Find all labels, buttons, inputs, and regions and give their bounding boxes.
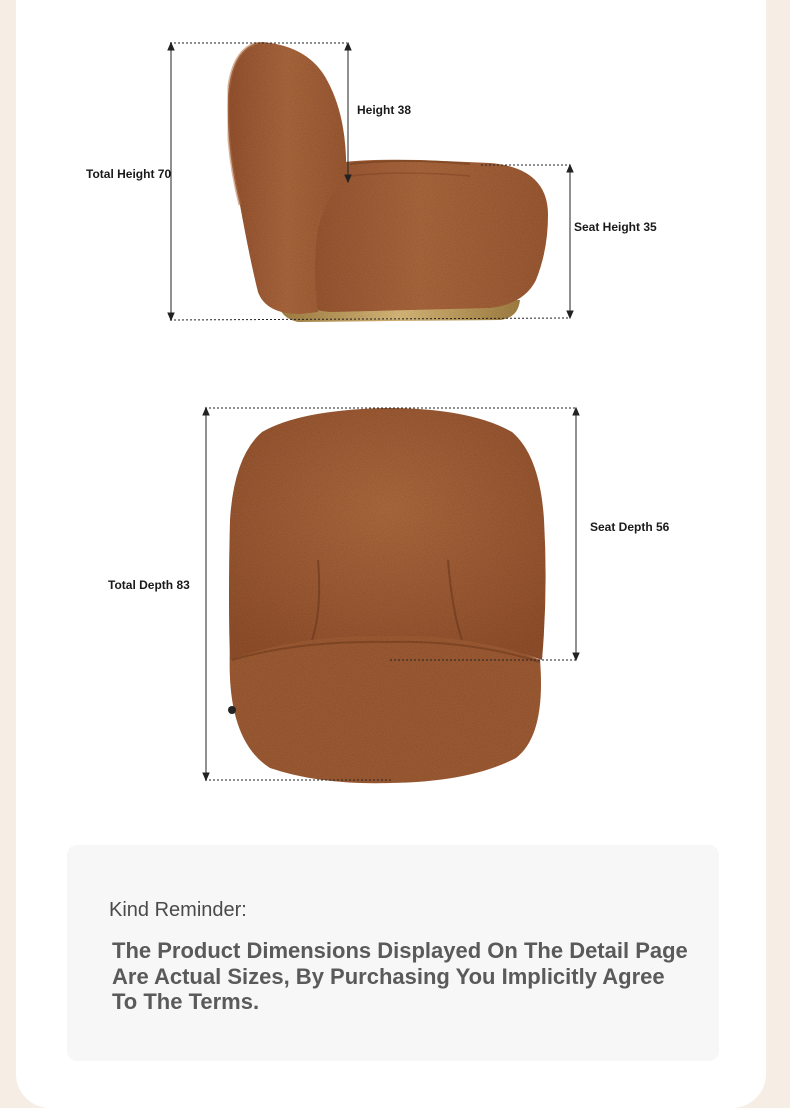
total-height-label: Total Height 70: [86, 167, 172, 181]
kind-reminder-box: [67, 845, 719, 1061]
height-label: Height 38: [357, 103, 412, 117]
chair-top-view: [228, 408, 546, 783]
seat-depth-label: Seat Depth 56: [590, 520, 670, 534]
chair-side-view: [228, 42, 548, 322]
reminder-title: Kind Reminder:: [109, 899, 247, 921]
total-depth-label: Total Depth 83: [108, 578, 190, 592]
seat-height-label: Seat Height 35: [574, 220, 657, 234]
reminder-text: The Product Dimensions Displayed On The Detail Page Are Actual Sizes, By Purchasing You Implicitly Agree To The Terms.: [112, 938, 688, 1014]
